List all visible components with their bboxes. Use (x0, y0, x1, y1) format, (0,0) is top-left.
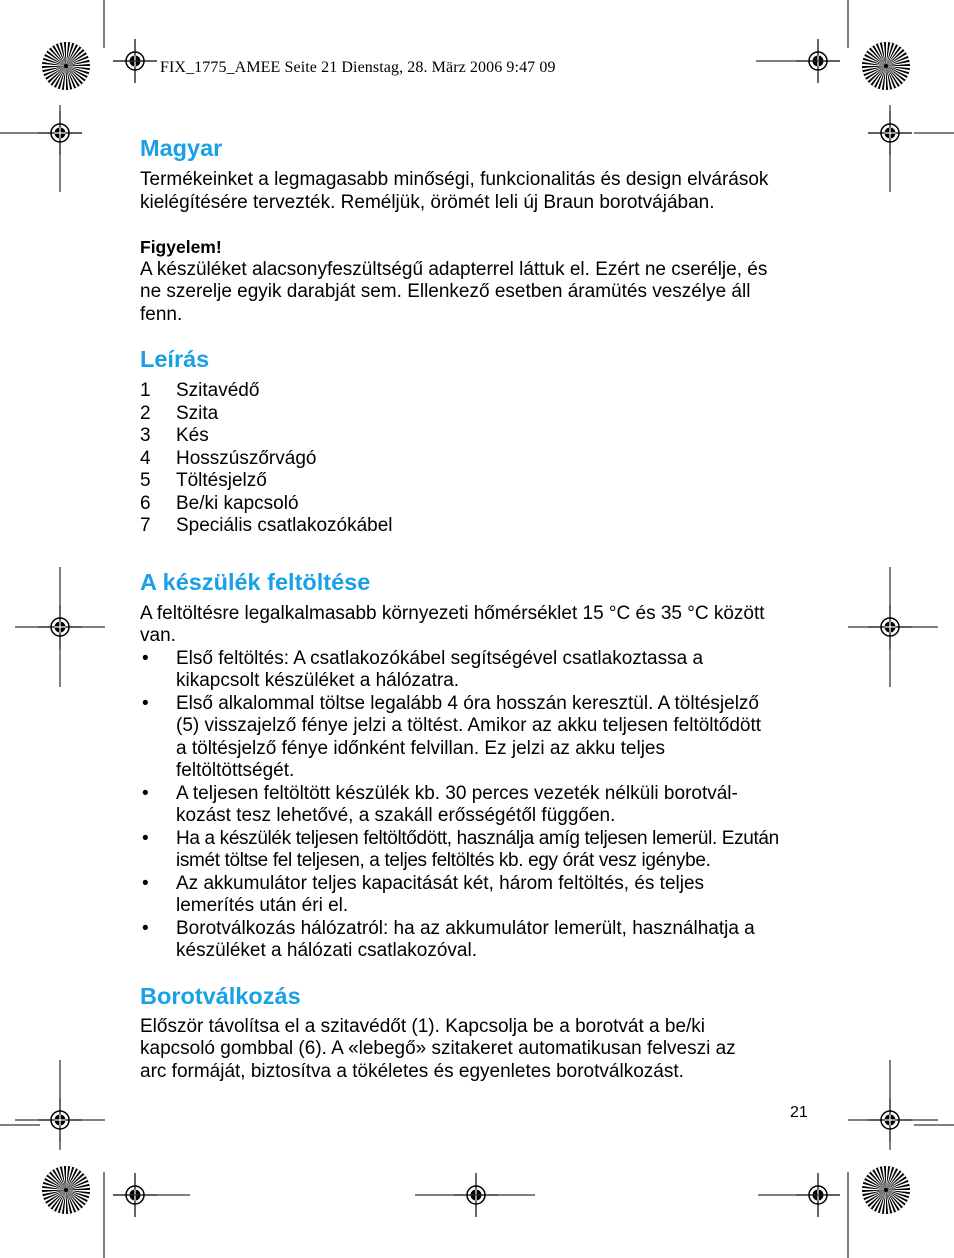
bullet: • (142, 872, 149, 894)
bullet-line: ismét töltse fel teljesen, a teljes feltöltés kb. egy órát vesz igénybe. (176, 850, 711, 871)
item-text: Kés (176, 425, 209, 446)
shaving-line: arc formáját, biztosítva a tökéletes és egyenletes borotválkozást. (140, 1060, 684, 1082)
item-number: 5 (140, 470, 151, 491)
charging-bullets (140, 648, 820, 963)
bullet-line: Első feltöltés: A csatlakozókábel segítségével csatlakoztassa a (176, 647, 704, 669)
item-number: 4 (140, 447, 151, 469)
list-item (140, 918, 820, 963)
intro-line: kielégítésére tervezték. Reméljük, örömét leli új Braun borotvájában. (140, 191, 715, 213)
bullet-line: Borotválkozás hálózatról: ha az akkumulátor lemerült, használhatja a (176, 917, 755, 939)
intro-line: Termékeinket a legmagasabb minőségi, funkcionalitás és design elvárások (140, 169, 769, 190)
page-number: 21 (790, 1104, 808, 1121)
intro-line: van. (140, 625, 176, 646)
bullet-line: kozást tesz lehetővé, a szakáll erősségétől függően. (176, 805, 616, 826)
warning-line: ne szerelje egyik darabját sem. Ellenkező esetben áramütés veszélye áll (140, 281, 751, 302)
bullet: • (142, 782, 149, 804)
shaving-line: Először távolítsa el a szitavédőt (1). Kapcsolja be a borotvát a be/ki (140, 1015, 706, 1037)
bullet-line: kikapcsolt készüléket a hálózatra. (176, 670, 460, 691)
bullet-line: Az akkumulátor teljes kapacitását két, három feltöltés, és teljes (176, 872, 705, 894)
list-item (140, 448, 820, 471)
bullet-line: Első alkalommal töltse legalább 4 óra hosszán keresztül. A töltésjelző (176, 692, 759, 714)
list-item (140, 380, 820, 403)
item-number: 6 (140, 492, 151, 514)
item-number: 3 (140, 425, 151, 446)
print-slug: FIX_1775_AMEE Seite 21 Dienstag, 28. März 2006 9:47 09 (160, 59, 556, 76)
bullet-line: a töltésjelző fénye időnként felvillan. Ez jelzi az akku teljes (176, 737, 665, 759)
warning-line: A készüléket alacsonyfeszültségű adapterrel láttuk el. Ezért ne cserélje, és (140, 258, 768, 280)
heading-magyar: Magyar (140, 135, 223, 161)
heading-leiras: Leírás (140, 346, 210, 372)
item-number: 2 (140, 402, 151, 424)
warning-title: Figyelem! (140, 237, 222, 257)
bullet-line: feltöltöttségét. (176, 760, 295, 781)
bullet-line: lemerítés után éri el. (176, 895, 349, 916)
list-item (140, 470, 820, 493)
warning-line: fenn. (140, 303, 183, 325)
parts-list (140, 380, 820, 538)
item-text: Hosszúszőrvágó (176, 447, 317, 469)
bullet-line: A teljesen feltöltött készülék kb. 30 perces vezeték nélküli borotvál- (176, 782, 738, 804)
bullet-line: készüléket a hálózati csatlakozóval. (176, 940, 477, 961)
item-text: Töltésjelző (176, 470, 267, 491)
item-text: Be/ki kapcsoló (176, 492, 299, 514)
item-text: Speciális csatlakozókábel (176, 515, 393, 536)
list-item (140, 403, 820, 426)
bullet-line: Ha a készülék teljesen feltöltődött, használja amíg teljesen lemerül. Ezután (176, 827, 779, 849)
heading-charging: A készülék feltöltése (140, 568, 371, 595)
bullet: • (142, 692, 149, 714)
item-text: Szitavédő (176, 380, 260, 401)
bullet: • (142, 647, 149, 669)
list-item (140, 515, 820, 538)
list-item (140, 648, 820, 693)
list-item (140, 873, 820, 918)
list-item (140, 828, 820, 873)
heading-shaving: Borotválkozás (140, 982, 301, 1009)
bullet: • (142, 917, 149, 939)
page-content (140, 133, 820, 1083)
item-number: 1 (140, 380, 151, 401)
list-item (140, 425, 820, 448)
item-text: Szita (176, 402, 219, 424)
intro-line: A feltöltésre legalkalmasabb környezeti hőmérséklet 15 °C és 35 °C között (140, 602, 765, 624)
list-item (140, 693, 820, 783)
item-number: 7 (140, 515, 151, 536)
bullet-line: (5) visszajelző fénye jelzi a töltést. Amikor az akku teljesen feltöltődött (176, 715, 762, 736)
list-item (140, 783, 820, 828)
list-item (140, 493, 820, 516)
shaving-line: kapcsoló gombbal (6). A «lebegő» szitakeret automatikusan felveszi az (140, 1038, 736, 1059)
bullet: • (142, 827, 149, 849)
